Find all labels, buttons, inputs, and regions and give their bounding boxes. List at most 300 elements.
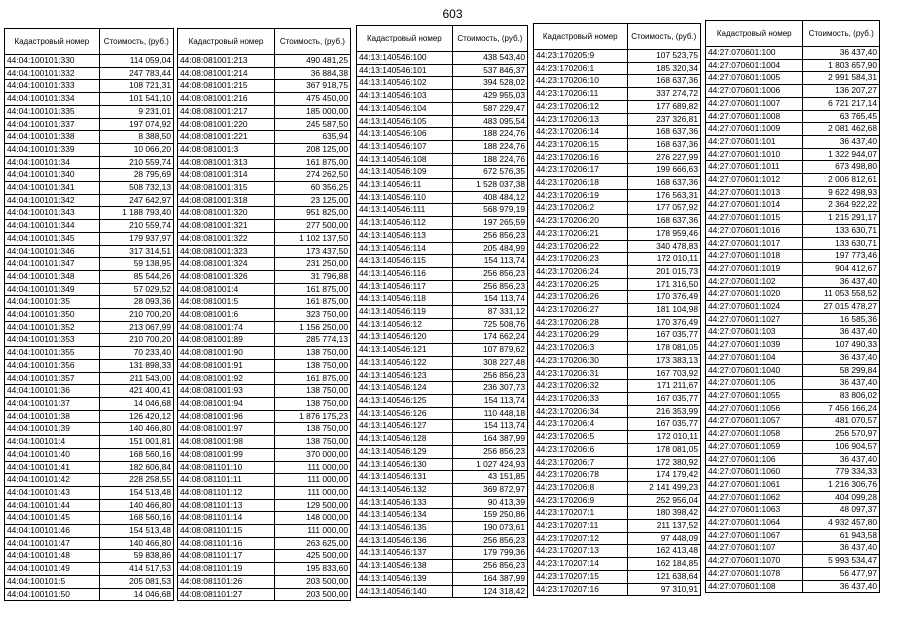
cadastral-table-1 <box>4 28 174 601</box>
cadastral-number-cell: 44:08:081001:214 <box>178 67 275 80</box>
cadastral-number-cell: 44:13:140546:113 <box>357 229 453 242</box>
cadastral-number-cell: 44:27:070601:1070 <box>706 555 803 568</box>
cadastral-number-cell: 44:27:070601:1015 <box>706 212 803 225</box>
cost-cell: 228 258,55 <box>99 474 173 487</box>
cost-cell: 36 437,40 <box>803 377 880 390</box>
cadastral-number-cell: 44:04:100101:49 <box>5 563 100 576</box>
cadastral-number-cell: 44:27:070601:1057 <box>706 415 803 428</box>
cost-cell: 172 380,92 <box>627 456 700 469</box>
cost-cell: 70 233,40 <box>99 347 173 360</box>
cost-cell: 308 227,48 <box>452 356 527 369</box>
table-row <box>357 547 528 560</box>
table-row <box>178 410 351 423</box>
table-row <box>534 545 701 558</box>
table-row <box>534 380 701 393</box>
cost-cell: 36 437,40 <box>803 135 880 148</box>
table-row <box>534 532 701 545</box>
table-row <box>357 445 528 458</box>
cost-cell: 190 073,61 <box>452 522 527 535</box>
cadastral-number-cell: 44:23:170207:15 <box>534 570 628 583</box>
cadastral-number-cell: 44:13:140546:137 <box>357 547 453 560</box>
table-row <box>706 199 880 212</box>
table-row <box>5 93 174 106</box>
cadastral-number-cell: 44:13:140546:104 <box>357 102 453 115</box>
cost-cell: 211 137,52 <box>627 520 700 533</box>
table-row <box>178 525 351 538</box>
table-row <box>5 283 174 296</box>
cadastral-number-cell: 44:04:100101:41 <box>5 461 100 474</box>
table-row <box>178 359 351 372</box>
cost-cell: 904 412,67 <box>803 262 880 275</box>
cadastral-number-cell: 44:08:081001:98 <box>178 436 275 449</box>
table-row <box>5 512 174 525</box>
cadastral-number-cell: 44:04:100101:339 <box>5 143 100 156</box>
table-row <box>5 156 174 169</box>
cost-cell: 154 513,48 <box>99 525 173 538</box>
table-row <box>178 131 351 144</box>
cadastral-number-cell: 44:13:140546:103 <box>357 90 453 103</box>
cadastral-number-cell: 44:23:170206:1 <box>534 62 628 75</box>
table-row <box>178 436 351 449</box>
cost-cell: 1 322 944,07 <box>803 148 880 161</box>
table-row <box>178 270 351 283</box>
cadastral-number-cell: 44:23:170206:7 <box>534 456 628 469</box>
cadastral-number-cell: 44:23:170206:15 <box>534 138 628 151</box>
table-row <box>357 64 528 77</box>
cadastral-number-cell: 44:04:100101:355 <box>5 347 100 360</box>
table-row <box>5 220 174 233</box>
table-row <box>534 75 701 88</box>
table-row <box>357 102 528 115</box>
cost-cell: 404 099,28 <box>803 491 880 504</box>
cadastral-number-cell: 44:27:070601:1017 <box>706 237 803 250</box>
cost-cell: 161 875,00 <box>274 156 350 169</box>
cadastral-number-cell: 44:13:140546:139 <box>357 572 453 585</box>
table-row <box>534 392 701 405</box>
cost-cell: 159 250,86 <box>452 509 527 522</box>
table-row <box>178 207 351 220</box>
cadastral-number-cell: 44:13:140546:102 <box>357 77 453 90</box>
cost-cell: 164 387,99 <box>452 433 527 446</box>
cadastral-number-cell: 44:13:140546:109 <box>357 166 453 179</box>
cadastral-number-cell: 44:04:100101:45 <box>5 512 100 525</box>
table-row <box>706 174 880 187</box>
table-row <box>706 85 880 98</box>
table-row <box>178 563 351 576</box>
table-row <box>357 471 528 484</box>
table-row <box>178 550 351 563</box>
cadastral-number-cell: 44:23:170206:32 <box>534 380 628 393</box>
cost-cell: 170 376,49 <box>627 316 700 329</box>
cost-cell: 138 750,00 <box>274 423 350 436</box>
table-row <box>357 483 528 496</box>
cadastral-number-cell: 44:13:140546:11 <box>357 179 453 192</box>
cadastral-number-cell: 44:23:170206:9 <box>534 494 628 507</box>
cost-cell: 256 856,23 <box>452 280 527 293</box>
cadastral-number-cell: 44:04:100101:335 <box>5 105 100 118</box>
cadastral-number-cell: 44:04:100101:38 <box>5 410 100 423</box>
table-row <box>5 436 174 449</box>
cost-cell: 167 035,77 <box>627 329 700 342</box>
table-row <box>357 458 528 471</box>
cost-cell: 107 490,33 <box>803 339 880 352</box>
cost-cell: 131 898,33 <box>99 359 173 372</box>
cost-cell: 167 703,92 <box>627 367 700 380</box>
cost-cell: 672 576,35 <box>452 166 527 179</box>
cadastral-number-cell: 44:08:081001:221 <box>178 131 275 144</box>
table-row <box>357 420 528 433</box>
cadastral-number-cell: 44:23:170206:22 <box>534 240 628 253</box>
table-row <box>5 194 174 207</box>
table-row <box>178 55 351 68</box>
cadastral-number-cell: 44:27:070601:1005 <box>706 72 803 85</box>
cadastral-number-cell: 44:04:100101:345 <box>5 232 100 245</box>
cost-cell: 1 216 306,76 <box>803 478 880 491</box>
cost-cell: 425 500,00 <box>274 550 350 563</box>
cadastral-number-cell: 44:27:070601:1007 <box>706 97 803 110</box>
cadastral-number-cell: 44:23:170206:20 <box>534 215 628 228</box>
cost-cell: 140 466,80 <box>99 499 173 512</box>
table-row <box>5 207 174 220</box>
cadastral-number-cell: 44:23:170206:26 <box>534 291 628 304</box>
cost-cell: 205 081,53 <box>99 575 173 588</box>
table-row <box>706 47 880 60</box>
cost-cell: 111 000,00 <box>274 486 350 499</box>
table-row <box>5 309 174 322</box>
table-row <box>357 509 528 522</box>
cadastral-number-cell: 44:27:070601:104 <box>706 351 803 364</box>
cadastral-number-cell: 44:04:100101:338 <box>5 131 100 144</box>
cost-cell: 337 274,72 <box>627 88 700 101</box>
table-row <box>706 580 880 593</box>
table-row <box>178 537 351 550</box>
cost-cell: 167 035,77 <box>627 392 700 405</box>
table-row <box>178 423 351 436</box>
cost-cell: 87 331,12 <box>452 306 527 319</box>
cadastral-number-cell: 44:23:170207:14 <box>534 558 628 571</box>
header-row <box>706 21 880 47</box>
cadastral-number-cell: 44:23:170206:5 <box>534 431 628 444</box>
table-row <box>357 204 528 217</box>
cadastral-number-cell: 44:13:140546:133 <box>357 496 453 509</box>
cost-cell: 203 500,00 <box>274 575 350 588</box>
cadastral-number-cell: 44:04:100101:334 <box>5 93 100 106</box>
cost-cell: 154 113,74 <box>452 394 527 407</box>
table-row <box>178 448 351 461</box>
cadastral-number-cell: 44:27:070601:107 <box>706 542 803 555</box>
cadastral-number-cell: 44:08:081001:314 <box>178 169 275 182</box>
table-row <box>357 369 528 382</box>
cadastral-number-cell: 44:04:100101:43 <box>5 486 100 499</box>
table-row <box>534 558 701 571</box>
cadastral-number-cell: 44:08:081001:99 <box>178 448 275 461</box>
table-row <box>178 461 351 474</box>
cost-cell: 537 846,37 <box>452 64 527 77</box>
table-row <box>5 575 174 588</box>
header-cadastral-number: Кадастровый номер <box>5 29 100 55</box>
cadastral-number-cell: 44:04:100101:42 <box>5 474 100 487</box>
cost-cell: 174 179,42 <box>627 469 700 482</box>
cost-cell: 154 113,74 <box>452 293 527 306</box>
cadastral-number-cell: 44:13:140546:132 <box>357 483 453 496</box>
cadastral-number-cell: 44:08:081001:90 <box>178 347 275 360</box>
table-row <box>178 245 351 258</box>
cost-cell: 138 750,00 <box>274 359 350 372</box>
table-row <box>357 140 528 153</box>
cost-cell: 216 353,99 <box>627 405 700 418</box>
cadastral-number-cell: 44:23:170206:29 <box>534 329 628 342</box>
cadastral-number-cell: 44:04:100101:36 <box>5 385 100 398</box>
table-row <box>178 347 351 360</box>
cost-cell: 181 104,98 <box>627 304 700 317</box>
cadastral-number-cell: 44:13:140546:124 <box>357 382 453 395</box>
table-row <box>357 242 528 255</box>
cadastral-number-cell: 44:13:140546:129 <box>357 445 453 458</box>
cost-cell: 490 481,25 <box>274 55 350 68</box>
cost-cell: 256 856,23 <box>452 369 527 382</box>
cost-cell: 133 630,71 <box>803 224 880 237</box>
cost-cell: 276 227,99 <box>627 151 700 164</box>
table-row <box>178 156 351 169</box>
cost-cell: 317 314,51 <box>99 245 173 258</box>
cost-cell: 7 456 166,24 <box>803 402 880 415</box>
cost-cell: 36 437,40 <box>803 542 880 555</box>
cadastral-number-cell: 44:04:100101:343 <box>5 207 100 220</box>
table-row <box>534 126 701 139</box>
cadastral-number-cell: 44:04:100101:348 <box>5 270 100 283</box>
cost-cell: 148 000,00 <box>274 512 350 525</box>
cadastral-number-cell: 44:27:070601:1059 <box>706 440 803 453</box>
cost-cell: 36 437,40 <box>803 275 880 288</box>
table-row <box>706 123 880 136</box>
cost-cell: 180 398,42 <box>627 507 700 520</box>
cost-cell: 277 500,00 <box>274 220 350 233</box>
cost-cell: 568 979,19 <box>452 204 527 217</box>
table-row <box>706 542 880 555</box>
cadastral-number-cell: 44:08:081001:6 <box>178 309 275 322</box>
table-row <box>706 161 880 174</box>
cadastral-number-cell: 44:13:140546:122 <box>357 356 453 369</box>
cost-cell: 210 700,20 <box>99 334 173 347</box>
cost-cell: 182 606,84 <box>99 461 173 474</box>
header-row <box>534 24 701 50</box>
cadastral-number-cell: 44:27:070601:1064 <box>706 517 803 530</box>
cadastral-number-cell: 44:04:100101:44 <box>5 499 100 512</box>
cost-cell: 173 437,50 <box>274 245 350 258</box>
table-row <box>178 232 351 245</box>
table-row <box>534 367 701 380</box>
cadastral-number-cell: 44:08:081101:14 <box>178 512 275 525</box>
cadastral-number-cell: 44:08:081101:19 <box>178 563 275 576</box>
cadastral-number-cell: 44:08:081101:13 <box>178 499 275 512</box>
cadastral-number-cell: 44:23:170206:33 <box>534 392 628 405</box>
cadastral-number-cell: 44:13:140546:108 <box>357 153 453 166</box>
table-row <box>706 288 880 301</box>
cadastral-number-cell: 44:23:170206:11 <box>534 88 628 101</box>
cost-cell: 414 517,53 <box>99 563 173 576</box>
cost-cell: 231 250,00 <box>274 258 350 271</box>
table-row <box>534 240 701 253</box>
cadastral-number-cell: 44:23:170206:10 <box>534 75 628 88</box>
table-row <box>706 517 880 530</box>
cadastral-number-cell: 44:08:081101:16 <box>178 537 275 550</box>
cost-cell: 178 081,05 <box>627 443 700 456</box>
cost-cell: 11 053 558,52 <box>803 288 880 301</box>
cadastral-number-cell: 44:04:100101:346 <box>5 245 100 258</box>
table-row <box>706 110 880 123</box>
cost-cell: 1 528 037,38 <box>452 179 527 192</box>
cost-cell: 188 224,76 <box>452 153 527 166</box>
cadastral-number-cell: 44:13:140546:126 <box>357 407 453 420</box>
table-row <box>706 351 880 364</box>
table-row <box>357 318 528 331</box>
cadastral-number-cell: 44:27:070601:1012 <box>706 174 803 187</box>
table-row <box>706 97 880 110</box>
table-row <box>534 520 701 533</box>
cost-cell: 256 856,23 <box>452 560 527 573</box>
cadastral-number-cell: 44:08:081001:322 <box>178 232 275 245</box>
cost-cell: 174 662,24 <box>452 331 527 344</box>
cost-cell: 1 156 250,00 <box>274 321 350 334</box>
cadastral-number-cell: 44:13:140546:100 <box>357 52 453 65</box>
cost-cell: 161 875,00 <box>274 283 350 296</box>
header-cadastral-number: Кадастровый номер <box>178 29 275 55</box>
cadastral-number-cell: 44:04:100101:344 <box>5 220 100 233</box>
table-row <box>357 267 528 280</box>
cost-cell: 203 500,00 <box>274 588 350 601</box>
table-row <box>706 377 880 390</box>
cadastral-table-2 <box>177 28 351 601</box>
cost-cell: 121 638,64 <box>627 570 700 583</box>
header-row <box>357 26 528 52</box>
table-row <box>706 59 880 72</box>
cadastral-number-cell: 44:23:170206:14 <box>534 126 628 139</box>
cost-cell: 210 559,74 <box>99 156 173 169</box>
cadastral-number-cell: 44:04:100101:332 <box>5 67 100 80</box>
cadastral-number-cell: 44:08:081001:216 <box>178 93 275 106</box>
cadastral-number-cell: 44:13:140546:105 <box>357 115 453 128</box>
cadastral-number-cell: 44:08:081001:3 <box>178 143 275 156</box>
table-row <box>178 588 351 601</box>
cadastral-number-cell: 44:13:140546:120 <box>357 331 453 344</box>
cadastral-number-cell: 44:08:081001:5 <box>178 296 275 309</box>
table-row <box>357 534 528 547</box>
cadastral-number-cell: 44:08:081001:74 <box>178 321 275 334</box>
cost-cell: 164 387,99 <box>452 572 527 585</box>
table-row <box>534 418 701 431</box>
cost-cell: 90 413,39 <box>452 496 527 509</box>
cadastral-number-cell: 44:23:170206:21 <box>534 227 628 240</box>
cost-cell: 36 437,40 <box>803 580 880 593</box>
cadastral-number-cell: 44:27:070601:1020 <box>706 288 803 301</box>
cost-cell: 36 437,40 <box>803 326 880 339</box>
cadastral-number-cell: 44:27:070601:1027 <box>706 313 803 326</box>
cadastral-number-cell: 44:08:081001:96 <box>178 410 275 423</box>
cadastral-number-cell: 44:04:100101:46 <box>5 525 100 538</box>
cost-cell: 256 856,23 <box>452 445 527 458</box>
cost-cell: 188 224,76 <box>452 140 527 153</box>
cadastral-number-cell: 44:23:170206:12 <box>534 100 628 113</box>
cadastral-number-cell: 44:13:140546:128 <box>357 433 453 446</box>
cost-cell: 252 956,04 <box>627 494 700 507</box>
table-row <box>5 55 174 68</box>
cost-cell: 140 466,80 <box>99 537 173 550</box>
table-row <box>706 478 880 491</box>
table-row <box>5 232 174 245</box>
table-row <box>5 372 174 385</box>
table-row <box>357 522 528 535</box>
table-row <box>178 67 351 80</box>
table-row <box>534 443 701 456</box>
cost-cell: 779 334,33 <box>803 466 880 479</box>
cadastral-number-cell: 44:04:100101:48 <box>5 550 100 563</box>
cadastral-number-cell: 44:04:100101:357 <box>5 372 100 385</box>
cost-cell: 56 477,97 <box>803 567 880 580</box>
cadastral-number-cell: 44:27:070601:1013 <box>706 186 803 199</box>
table-row <box>706 389 880 402</box>
cost-cell: 14 046,68 <box>99 397 173 410</box>
cadastral-number-cell: 44:13:140546:125 <box>357 394 453 407</box>
cost-cell: 110 448,18 <box>452 407 527 420</box>
table-row <box>706 212 880 225</box>
cadastral-number-cell: 44:04:100101:4 <box>5 436 100 449</box>
cadastral-number-cell: 44:13:140546:112 <box>357 217 453 230</box>
cadastral-number-cell: 44:13:140546:107 <box>357 140 453 153</box>
header-cost: Стоимость, (руб.) <box>452 26 527 52</box>
cost-cell: 438 543,40 <box>452 52 527 65</box>
table-row <box>357 560 528 573</box>
cost-cell: 138 750,00 <box>274 385 350 398</box>
table-row <box>534 151 701 164</box>
table-row <box>5 296 174 309</box>
table-row <box>357 191 528 204</box>
cadastral-number-cell: 44:27:070601:1058 <box>706 428 803 441</box>
table-row <box>534 329 701 342</box>
cadastral-number-cell: 44:13:140546:138 <box>357 560 453 573</box>
cadastral-number-cell: 44:27:070601:103 <box>706 326 803 339</box>
table-row <box>357 90 528 103</box>
table-row <box>178 105 351 118</box>
table-row <box>5 258 174 271</box>
cadastral-number-cell: 44:27:070601:1019 <box>706 262 803 275</box>
table-row <box>5 169 174 182</box>
cost-cell: 185 000,00 <box>274 105 350 118</box>
table-row <box>5 537 174 550</box>
table-row <box>706 504 880 517</box>
cadastral-number-cell: 44:13:140546:115 <box>357 255 453 268</box>
cost-cell: 173 383,13 <box>627 354 700 367</box>
cadastral-number-cell: 44:04:100101:39 <box>5 423 100 436</box>
table-row <box>357 572 528 585</box>
cadastral-number-cell: 44:27:070601:1060 <box>706 466 803 479</box>
cadastral-number-cell: 44:08:081001:323 <box>178 245 275 258</box>
table-row <box>706 428 880 441</box>
cadastral-number-cell: 44:08:081001:220 <box>178 118 275 131</box>
cadastral-number-cell: 44:27:070601:106 <box>706 453 803 466</box>
table-row <box>178 296 351 309</box>
cadastral-number-cell: 44:04:100101:352 <box>5 321 100 334</box>
table-row <box>706 440 880 453</box>
cadastral-number-cell: 44:27:070601:108 <box>706 580 803 593</box>
cadastral-number-cell: 44:13:140546:121 <box>357 344 453 357</box>
cadastral-number-cell: 44:23:170206:24 <box>534 265 628 278</box>
cadastral-number-cell: 44:23:170206:3 <box>534 342 628 355</box>
table-row <box>5 423 174 436</box>
cost-cell: 199 666,63 <box>627 164 700 177</box>
table-row <box>534 405 701 418</box>
cadastral-number-cell: 44:27:070601:100 <box>706 47 803 60</box>
table-row <box>357 179 528 192</box>
